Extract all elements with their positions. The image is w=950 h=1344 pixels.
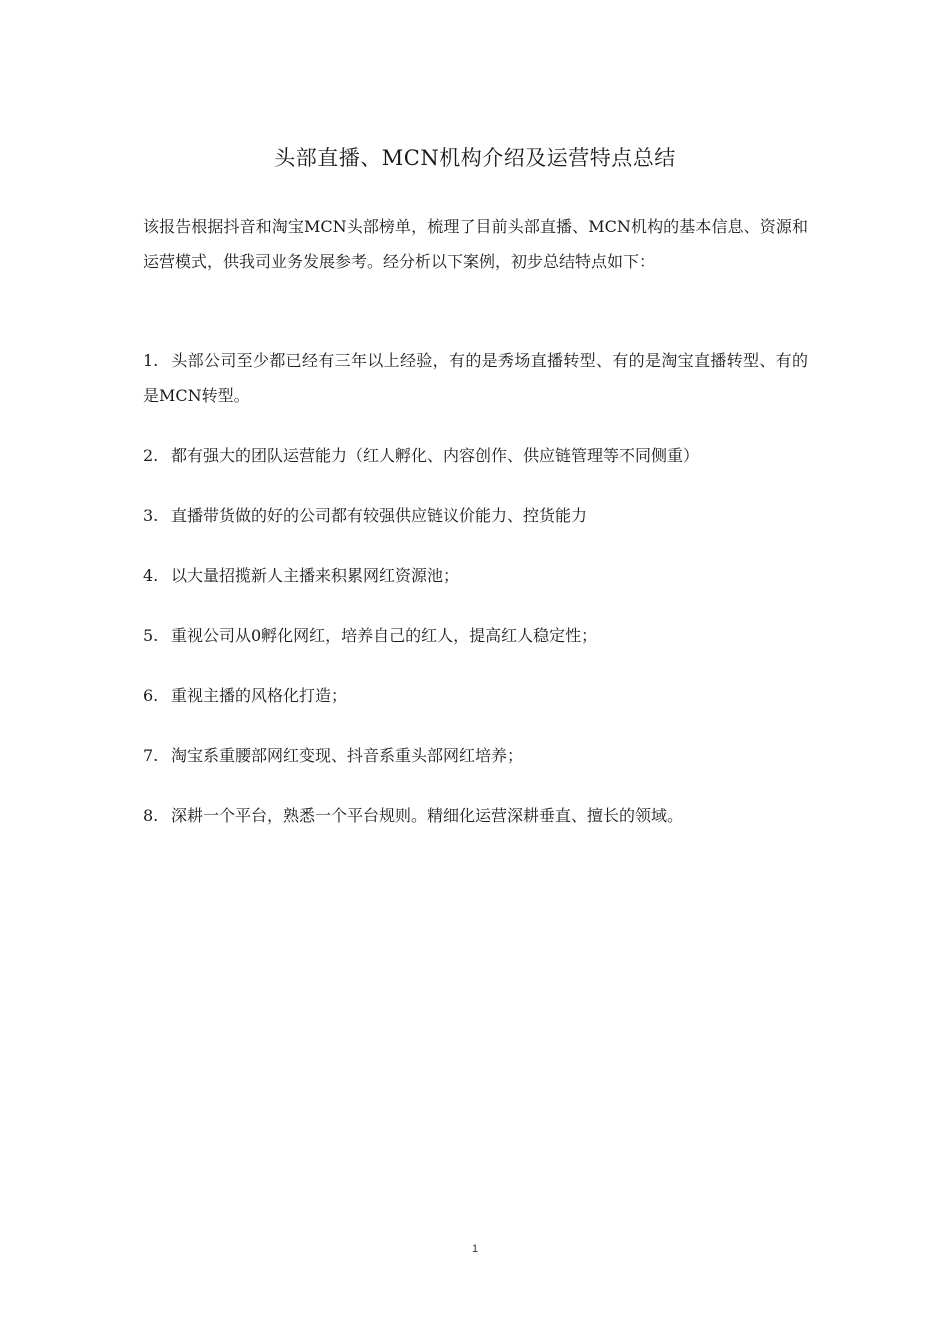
list-item	[143, 738, 808, 773]
list-item-number: 6.	[143, 686, 159, 705]
list-item-number: 7.	[143, 746, 159, 765]
list-item-text: 重视公司从0孵化网红，培养自己的红人，提高红人稳定性；	[171, 626, 598, 645]
list-item	[143, 558, 808, 593]
list-item	[143, 618, 808, 653]
list-item-text: 重视主播的风格化打造；	[171, 686, 348, 705]
intro-paragraph: 该报告根据抖音和淘宝MCN头部榜单，梳理了目前头部直播、MCN机构的基本信息、资源和运营模式，供我司业务发展参考。经分析以下案例，初步总结特点如下：	[143, 217, 808, 271]
list-item-number: 5.	[143, 626, 159, 645]
list-item-text: 头部公司至少都已经有三年以上经验，有的是秀场直播转型、有的是淘宝直播转型、有的是MCN转型。	[143, 351, 808, 405]
list-item-text: 淘宝系重腰部网红变现、抖音系重头部网红培养；	[171, 746, 524, 765]
list-item-number: 4.	[143, 566, 159, 585]
list-item	[143, 438, 808, 473]
list-item-text: 都有强大的团队运营能力（红人孵化、内容创作、供应链管理等不同侧重）	[171, 446, 700, 465]
list-item-number: 3.	[143, 506, 159, 525]
list-item-text: 直播带货做的好的公司都有较强供应链议价能力、控货能力	[171, 506, 588, 525]
list-item-text: 以大量招揽新人主播来积累网红资源池；	[171, 566, 460, 585]
list-item	[143, 498, 808, 533]
list-item-text: 深耕一个平台，熟悉一个平台规则。精细化运营深耕垂直、擅长的领域。	[171, 806, 684, 825]
list-item-number: 1.	[143, 351, 159, 370]
list-item	[143, 678, 808, 713]
list-item	[143, 798, 808, 833]
list-item-number: 2.	[143, 446, 159, 465]
list-item	[143, 343, 808, 413]
feature-list	[143, 343, 808, 858]
list-item-number: 8.	[143, 806, 159, 825]
page-number: 1	[471, 1243, 479, 1255]
document-title: 头部直播、MCN机构介绍及运营特点总结	[274, 146, 676, 170]
